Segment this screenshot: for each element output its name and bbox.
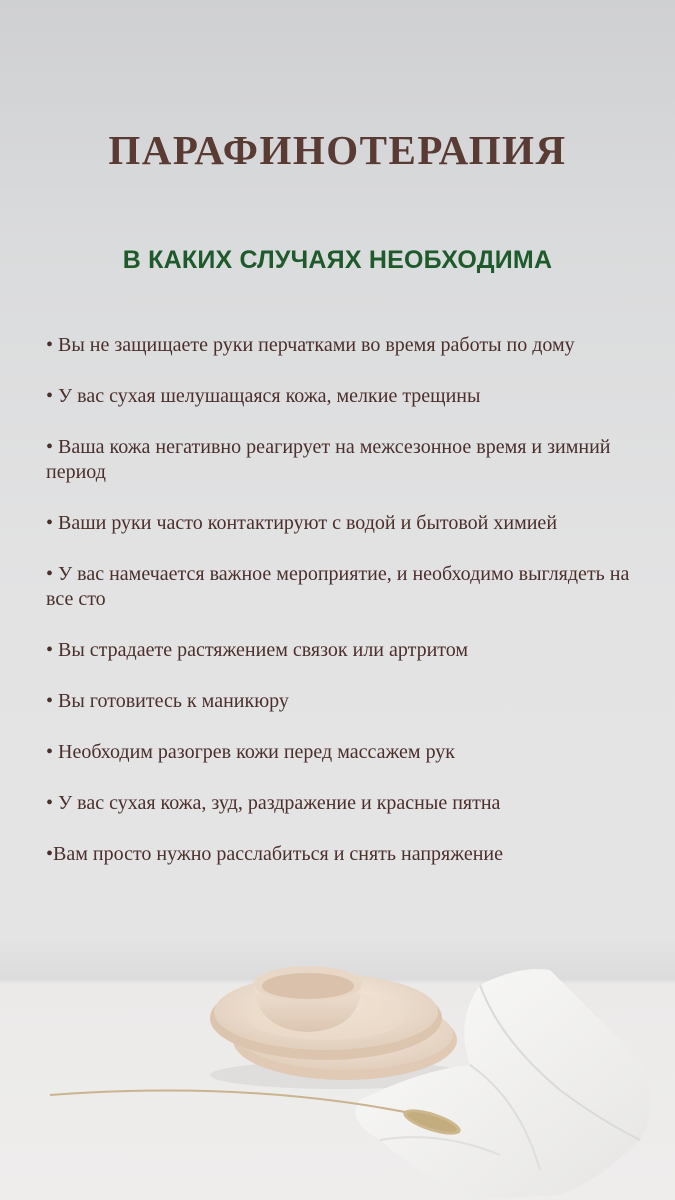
list-item: • У вас сухая шелушащаяся кожа, мелкие трещины — [46, 385, 481, 407]
page-subtitle: В КАКИХ СЛУЧАЯХ НЕОБХОДИМА — [122, 246, 553, 274]
list-item: • У вас намечается важное мероприятие, и необходимо выглядеть на все сто — [46, 563, 630, 610]
list-item: • Вы страдаете растяжением связок или артритом — [46, 639, 469, 661]
list-item: • Ваши руки часто контактируют с водой и бытовой химией — [46, 512, 558, 534]
list-item: • Ваша кожа негативно реагирует на межсезонное время и зимний период — [46, 436, 611, 483]
list-item: • У вас сухая кожа, зуд, раздражение и красные пятна — [46, 792, 501, 814]
list-item: •Вам просто нужно расслабиться и снять напряжение — [46, 843, 503, 865]
list-item: • Необходим разогрев кожи перед массажем рук — [46, 741, 456, 763]
tableware-photo — [0, 940, 675, 1200]
tableware-illustration — [0, 940, 675, 1200]
indications-list — [46, 333, 646, 893]
list-item: • Вы не защищаете руки перчатками во время работы по дому — [46, 334, 575, 356]
page-title: ПАРАФИНОТЕРАПИЯ — [108, 127, 567, 173]
list-item: • Вы готовитесь к маникюру — [46, 690, 289, 712]
